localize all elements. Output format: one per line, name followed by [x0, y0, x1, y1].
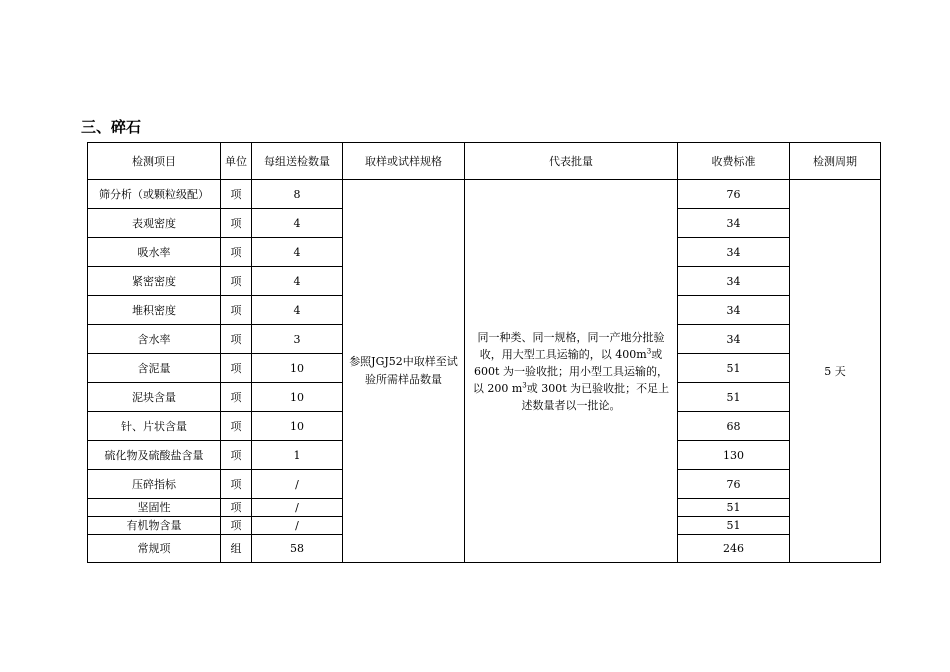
fee-cell: 51 — [678, 354, 790, 383]
item-cell: 常规项 — [88, 535, 221, 563]
unit-cell: 组 — [221, 535, 252, 563]
quantity-cell: 1 — [252, 441, 343, 470]
quantity-cell: 3 — [252, 325, 343, 354]
unit-cell: 项 — [221, 470, 252, 499]
sampling-spec-cell: 参照JGJ52中取样至试验所需样品数量 — [343, 180, 465, 563]
header-sampling-spec: 取样或试样规格 — [343, 143, 465, 180]
quantity-cell: 4 — [252, 209, 343, 238]
item-cell: 紧密密度 — [88, 267, 221, 296]
batch-cell — [465, 180, 678, 563]
batch-text-2: 或600t 为一验收批；用小型工具运输的，以 200 m — [472, 347, 668, 395]
item-cell: 含泥量 — [88, 354, 221, 383]
fee-cell: 51 — [678, 383, 790, 412]
item-cell: 泥块含量 — [88, 383, 221, 412]
item-cell: 筛分析（或颗粒级配） — [88, 180, 221, 209]
quantity-cell: 10 — [252, 354, 343, 383]
quantity-cell: 58 — [252, 535, 343, 563]
quantity-cell: / — [252, 499, 343, 517]
unit-cell: 项 — [221, 209, 252, 238]
unit-cell: 项 — [221, 412, 252, 441]
unit-cell: 项 — [221, 267, 252, 296]
period-cell: 5 天 — [790, 180, 881, 563]
unit-cell: 项 — [221, 325, 252, 354]
item-cell: 表观密度 — [88, 209, 221, 238]
fee-cell: 34 — [678, 238, 790, 267]
fee-cell: 34 — [678, 325, 790, 354]
quantity-cell: / — [252, 517, 343, 535]
quantity-cell: / — [252, 470, 343, 499]
fee-cell: 51 — [678, 517, 790, 535]
unit-cell: 项 — [221, 354, 252, 383]
fee-cell: 34 — [678, 209, 790, 238]
item-cell: 堆积密度 — [88, 296, 221, 325]
fee-cell: 76 — [678, 180, 790, 209]
item-cell: 硫化物及硫酸盐含量 — [88, 441, 221, 470]
header-period: 检测周期 — [790, 143, 881, 180]
fee-cell: 68 — [678, 412, 790, 441]
quantity-cell: 10 — [252, 412, 343, 441]
table-row — [88, 180, 881, 209]
unit-cell: 项 — [221, 441, 252, 470]
fee-cell: 34 — [678, 296, 790, 325]
unit-cell: 项 — [221, 180, 252, 209]
batch-superscript-2: 3 — [522, 380, 527, 389]
quantity-cell: 10 — [252, 383, 343, 412]
batch-superscript-1: 3 — [646, 346, 652, 355]
fee-cell: 246 — [678, 535, 790, 563]
header-fee: 收费标准 — [678, 143, 790, 180]
quantity-cell: 4 — [252, 267, 343, 296]
unit-cell: 项 — [221, 517, 252, 535]
unit-cell: 项 — [221, 296, 252, 325]
inspection-fee-table — [87, 142, 881, 563]
item-cell: 含水率 — [88, 325, 221, 354]
fee-cell: 34 — [678, 267, 790, 296]
quantity-cell: 4 — [252, 238, 343, 267]
item-cell: 吸水率 — [88, 238, 221, 267]
fee-cell: 130 — [678, 441, 790, 470]
item-cell: 针、片状含量 — [88, 412, 221, 441]
batch-text-3: 或 300t 为已验收批；不足上述数量者以一批论。 — [521, 381, 670, 412]
unit-cell: 项 — [221, 238, 252, 267]
fee-cell: 51 — [678, 499, 790, 517]
item-cell: 有机物含量 — [88, 517, 221, 535]
unit-cell: 项 — [221, 383, 252, 412]
quantity-cell: 4 — [252, 296, 343, 325]
table-header-row — [88, 143, 881, 180]
item-cell: 压碎指标 — [88, 470, 221, 499]
header-test-item: 检测项目 — [88, 143, 221, 180]
batch-text-1: 同一种类、同一规格，同一产地分批验收，用大型工具运输的，以 400m — [477, 330, 665, 361]
quantity-cell: 8 — [252, 180, 343, 209]
header-quantity: 每组送检数量 — [252, 143, 343, 180]
header-unit: 单位 — [221, 143, 252, 180]
section-heading: 三、碎石 — [81, 118, 142, 136]
header-batch: 代表批量 — [465, 143, 678, 180]
unit-cell: 项 — [221, 499, 252, 517]
item-cell: 坚固性 — [88, 499, 221, 517]
fee-cell: 76 — [678, 470, 790, 499]
